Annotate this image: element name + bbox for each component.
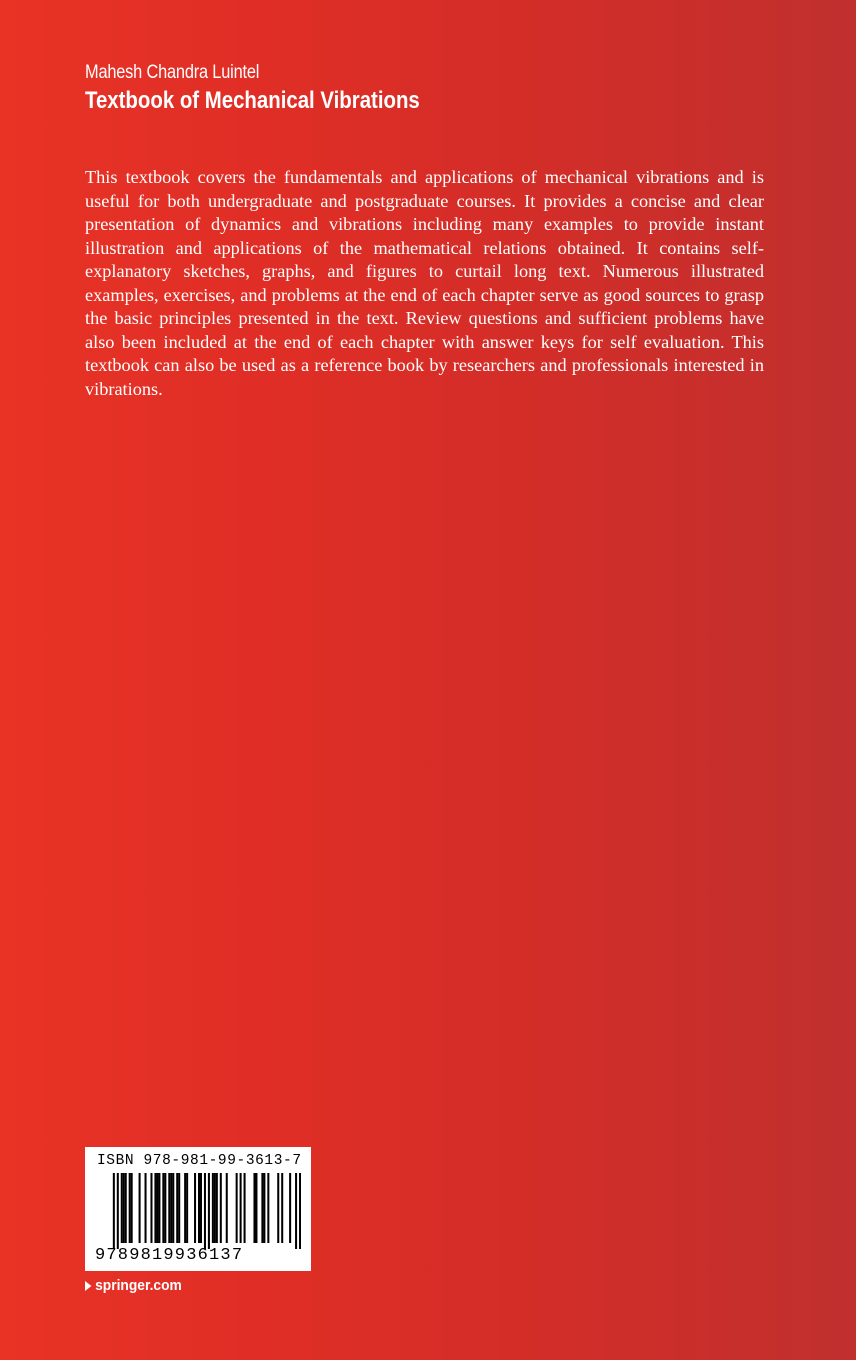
barcode-bar [158, 1173, 160, 1243]
barcode-bar [117, 1173, 119, 1249]
author-name: Mahesh Chandra Luintel [85, 62, 260, 83]
chevron-right-icon [85, 1281, 91, 1291]
barcode-bar [261, 1173, 263, 1243]
barcode-bar [295, 1173, 297, 1249]
barcode-bar [121, 1173, 123, 1243]
publisher-link[interactable] [85, 1277, 182, 1294]
isbn-label: ISBN 978-981-99-3613-7 [97, 1153, 302, 1169]
barcode-bar [240, 1173, 242, 1243]
isbn-barcode-box [85, 1147, 311, 1271]
barcode-bar [129, 1173, 131, 1243]
barcode-bar [186, 1173, 188, 1243]
barcode-bar [125, 1173, 127, 1243]
barcode-icon [95, 1173, 301, 1249]
ean-digits: 9789819936137 [95, 1246, 244, 1265]
barcode-bar [172, 1173, 174, 1243]
barcode-bar [277, 1173, 279, 1243]
publisher-link-label: springer.com [95, 1277, 182, 1294]
barcode-bar [176, 1173, 178, 1243]
barcode-bar [226, 1173, 228, 1243]
barcode-bar [267, 1173, 269, 1243]
barcode-bar [281, 1173, 283, 1243]
barcode-bar [299, 1173, 301, 1249]
barcode-bar [253, 1173, 255, 1243]
barcode-bar [212, 1173, 214, 1243]
barcode-bar [194, 1173, 196, 1243]
barcode-bar [164, 1173, 166, 1243]
header-block [85, 62, 785, 116]
barcode-bar [244, 1173, 246, 1243]
barcode-bar [150, 1173, 152, 1243]
barcode-bar [184, 1173, 186, 1243]
barcode-bar [216, 1173, 218, 1243]
barcode-bar [123, 1173, 125, 1243]
barcode-bar [208, 1173, 210, 1249]
barcode-bar [170, 1173, 172, 1243]
barcode-bar [289, 1173, 291, 1243]
barcode-bar [198, 1173, 200, 1243]
barcode-bar [263, 1173, 265, 1243]
barcode-bar [255, 1173, 257, 1243]
barcode-bar [214, 1173, 216, 1243]
barcode-bar [236, 1173, 238, 1243]
barcode-bar [154, 1173, 156, 1243]
barcode-bar [162, 1173, 164, 1243]
book-description: This textbook covers the fundamentals and applications of mechanical vibrations and is useful for both undergraduate and postgraduate courses. It provides a concise and clear presentation of dynamics and vibrations including many examples to provide instant illustration and applications of the mathematical relations obtained. It contains self-explanatory sketches, graphs, and figures to curtail long text. Numerous illustrated examples, exercises, and problems at the end of each chapter serve as good sources to grasp the basic principles presented in the text. Review questions and sufficient problems have also been included at the end of each chapter with answer keys for self evaluation. This textbook can also be used as a reference book by researchers and professionals interested in vibrations. [85, 167, 764, 399]
barcode-bar [178, 1173, 180, 1243]
book-title: Textbook of Mechanical Vibrations [85, 87, 420, 114]
barcode-bar [204, 1173, 206, 1249]
barcode-bar [145, 1173, 147, 1243]
barcode-bar [113, 1173, 115, 1249]
barcode-bar [156, 1173, 158, 1243]
barcode-bar [139, 1173, 141, 1243]
barcode-bar [200, 1173, 202, 1243]
barcode-bar [220, 1173, 222, 1243]
barcode-bar [168, 1173, 170, 1243]
barcode-bar [131, 1173, 133, 1243]
